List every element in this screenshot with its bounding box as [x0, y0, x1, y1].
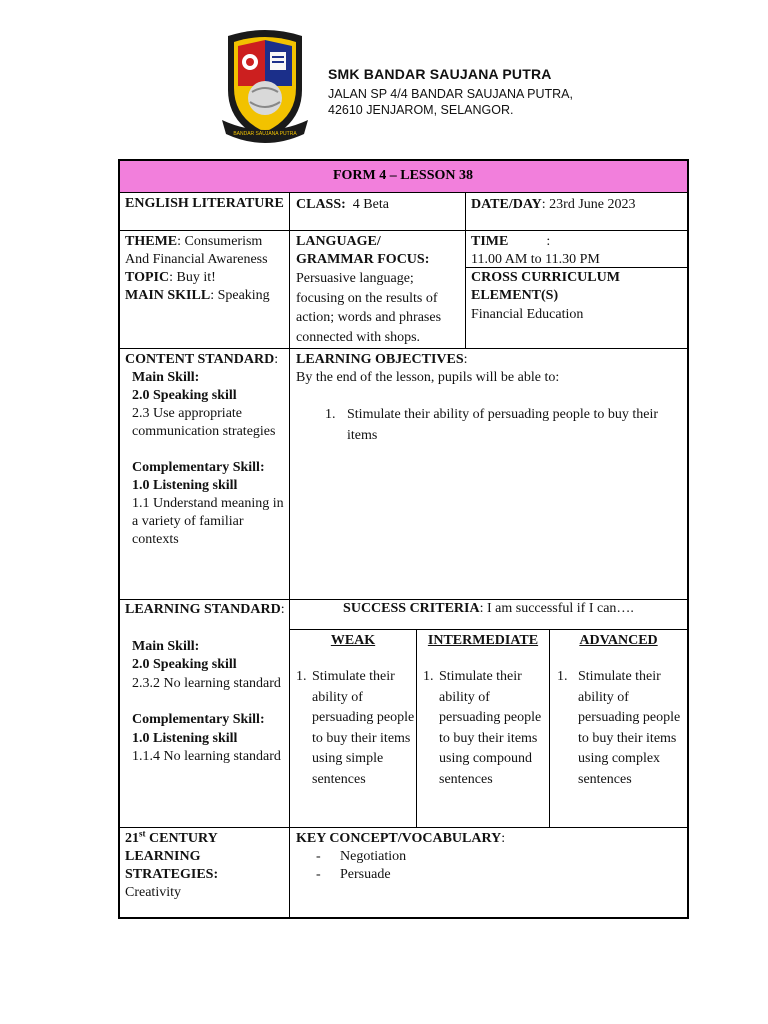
school-crest-logo	[222, 28, 308, 146]
cs-comp-skill-detail: 1.1 Understand meaning in a variety of familiar contexts	[132, 496, 284, 547]
theme-value: : Consumerism And Financial Awareness	[125, 234, 268, 267]
main-skill-label: MAIN SKILL	[125, 288, 211, 303]
vocabulary-cell	[296, 830, 681, 884]
ls-comp-skill-detail: 1.1.4 No learning standard	[132, 749, 281, 764]
criteria-heading-weak: WEAK	[330, 633, 376, 648]
learning-standard-colon: :	[280, 602, 285, 617]
cce-value: Financial Education	[471, 307, 584, 322]
strategies-label-sup: st	[139, 828, 146, 839]
objective-text: Stimulate their ability of persuading people to buy their items	[347, 407, 659, 443]
criteria-heading-advanced: ADVANCED	[579, 633, 658, 648]
content-standard-cell	[125, 351, 285, 549]
time-label: TIME	[471, 234, 509, 249]
learning-standard-cell	[125, 601, 285, 767]
criteria-heading-intermediate: INTERMEDIATE	[427, 633, 539, 648]
language-focus-cell	[296, 233, 461, 347]
success-criteria-intro: : I am successful if I can….	[479, 601, 634, 616]
col-divider	[289, 192, 290, 918]
vocabulary-item: - Persuade	[316, 867, 391, 882]
class-label: CLASS:	[296, 197, 346, 212]
strategies-cell	[125, 830, 285, 902]
date-label: DATE/DAY	[471, 197, 542, 212]
content-standard-label: CONTENT STANDARD	[125, 352, 275, 367]
learning-objectives-colon: :	[463, 352, 468, 367]
theme-label: THEME	[125, 234, 178, 249]
vocabulary-text: Negotiation	[340, 849, 407, 864]
ls-main-skill-name: 2.0 Speaking skill	[132, 657, 237, 672]
criteria-column-intermediate	[417, 632, 549, 791]
vocabulary-colon: :	[501, 831, 506, 846]
learning-objectives-intro: By the end of the lesson, pupils will be able to:	[296, 370, 560, 385]
strategies-label-text: CENTURY LEARNING STRATEGIES:	[125, 831, 219, 882]
subject-cell	[125, 195, 285, 213]
language-focus-value: Persuasive language; focusing on the results of action; words and phrases connected with shops.	[296, 271, 442, 345]
ls-comp-skill: Complementary Skill:	[132, 712, 265, 727]
subject-label: ENGLISH LITERATURE	[125, 196, 284, 211]
content-standard-colon: :	[274, 352, 279, 367]
vocabulary-text: Persuade	[340, 867, 391, 882]
cs-comp-skill-name: 1.0 Listening skill	[132, 478, 238, 493]
ls-main-skill: Main Skill:	[132, 638, 200, 654]
school-address-line2: 42610 JENJAROM, SELANGOR.	[328, 103, 514, 117]
crest-ribbon-text: BANDAR SAUJANA PUTRA	[233, 131, 297, 137]
lesson-title: FORM 4 – LESSON 38	[332, 168, 473, 183]
cce-cell	[471, 269, 671, 324]
table-border-right	[687, 159, 689, 919]
vocabulary-item: - Negotiation	[316, 849, 407, 864]
cs-main-skill-name: 2.0 Speaking skill	[132, 388, 237, 403]
criteria-column-advanced	[550, 632, 687, 791]
date-value: : 23rd June 2023	[541, 197, 636, 212]
topic-value: : Buy it!	[169, 270, 216, 285]
criteria-item-intermediate	[417, 667, 549, 791]
class-cell	[296, 196, 462, 214]
criteria-text-advanced: Stimulate their ability of persuading people to buy their items using complex sentences	[578, 669, 681, 787]
language-focus-label: LANGUAGE/ GRAMMAR FOCUS:	[296, 234, 430, 267]
table-border-bottom	[118, 917, 688, 919]
row-divider	[118, 230, 688, 231]
time-cell	[471, 233, 685, 269]
learning-objectives-label: LEARNING OBJECTIVES	[296, 352, 464, 367]
vocabulary-label: KEY CONCEPT/VOCABULARY	[296, 831, 502, 846]
row-divider	[118, 827, 688, 828]
theme-cell	[125, 233, 287, 305]
topic-label: TOPIC	[125, 270, 170, 285]
success-criteria-label: SUCCESS CRITERIA	[343, 601, 480, 616]
main-skill-value: : Speaking	[210, 288, 270, 303]
criteria-num-weak: 1.	[296, 669, 307, 684]
time-value: 11.00 AM to 11.30 PM	[471, 252, 600, 267]
criteria-item-weak	[290, 667, 416, 791]
objective-item: 1. Stimulate their ability of persuading people to buy their items	[325, 404, 681, 446]
date-cell	[471, 196, 685, 214]
col-divider	[465, 192, 466, 349]
criteria-item-advanced	[550, 667, 687, 791]
learning-standard-label: LEARNING STANDARD	[125, 602, 281, 617]
criteria-text-intermediate: Stimulate their ability of persuading people to buy their items using compound sentences	[439, 669, 542, 787]
criteria-num-advanced: 1.	[557, 669, 568, 684]
school-address-line1: JALAN SP 4/4 BANDAR SAUJANA PUTRA,	[328, 87, 573, 101]
strategies-label-num: 21	[125, 831, 139, 846]
criteria-column-weak	[290, 632, 416, 791]
row-divider	[118, 192, 688, 193]
table-border-left	[118, 159, 120, 919]
ls-main-skill-detail: 2.3.2 No learning standard	[132, 675, 281, 691]
row-divider	[118, 348, 688, 349]
criteria-text-weak: Stimulate their ability of persuading people to buy their items using simple sentences	[312, 669, 415, 787]
success-criteria-header	[290, 600, 687, 618]
criteria-num-intermediate: 1.	[423, 669, 434, 684]
table-border-top	[118, 159, 688, 161]
cs-main-skill: Main Skill:	[132, 370, 200, 385]
cce-label: CROSS CURRICULUM ELEMENT(S)	[471, 270, 620, 303]
strategies-value: Creativity	[125, 885, 181, 900]
ls-comp-skill-name: 1.0 Listening skill	[132, 730, 238, 746]
time-colon: :	[546, 234, 551, 249]
class-value: 4 Beta	[352, 197, 389, 212]
learning-objectives-cell	[296, 351, 681, 446]
criteria-header-divider	[289, 629, 687, 630]
cs-main-skill-detail: 2.3 Use appropriate communication strategies	[132, 406, 276, 439]
school-name: SMK BANDAR SAUJANA PUTRA	[328, 66, 552, 82]
cs-comp-skill: Complementary Skill:	[132, 460, 265, 475]
school-header	[328, 66, 573, 118]
